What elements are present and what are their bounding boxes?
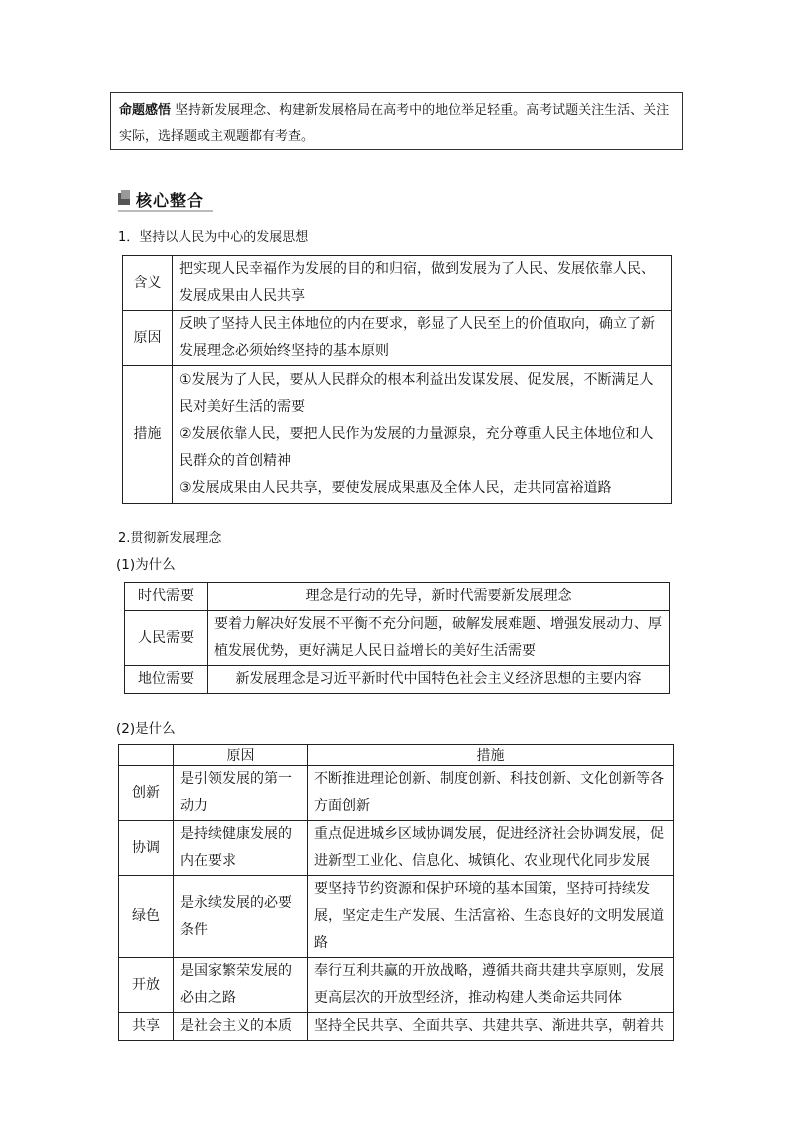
table-row xyxy=(125,666,670,694)
concept-name: 共享 xyxy=(119,1013,174,1041)
concept-measure: 不断推进理论创新、制度创新、科技创新、文化创新等各方面创新 xyxy=(308,766,674,821)
intro-text: 坚持新发展理念、构建新发展格局在高考中的地位举足轻重。高考试题关注生活、关注实际，选择题或主观题都有考查。 xyxy=(119,103,670,144)
intro-box xyxy=(110,92,683,150)
header-cell: 措施 xyxy=(308,745,674,766)
concept-name: 协调 xyxy=(119,821,174,876)
intro-lead: 命题感悟 xyxy=(119,103,172,118)
concept-reason: 是永续发展的必要条件 xyxy=(174,876,308,958)
section-header xyxy=(118,187,204,211)
part2-heading: 2.贯彻新发展理念 xyxy=(118,531,222,546)
concept-measure: 要坚持节约资源和保护环境的基本国策，坚持可持续发展，坚定走生产发展、生活富裕、生态良好的文明发展道路 xyxy=(308,876,674,958)
concept-name: 开放 xyxy=(119,958,174,1013)
section-underline xyxy=(118,210,213,212)
measure-line: ①发展为了人民，要从人民群众的根本利益出发谋发展、促发展，不断满足人民对美好生活的需要 xyxy=(179,372,654,415)
row-label: 人民需要 xyxy=(125,611,208,666)
section-marker-icon xyxy=(118,193,130,205)
concept-measure: 重点促进城乡区域协调发展，促进经济社会协调发展，促进新型工业化、信息化、城镇化、农业现代化同步发展 xyxy=(308,821,674,876)
concept-reason: 是持续健康发展的内在要求 xyxy=(174,821,308,876)
what-label: (2)是什么 xyxy=(116,721,176,737)
table-row xyxy=(123,366,672,504)
row-text xyxy=(173,366,672,504)
table-row xyxy=(119,958,674,1013)
row-text: 新发展理念是习近平新时代中国特色社会主义经济思想的主要内容 xyxy=(208,666,670,694)
section-title: 核心整合 xyxy=(136,190,205,210)
row-label: 措施 xyxy=(123,366,173,504)
concept-name: 创新 xyxy=(119,766,174,821)
row-label: 时代需要 xyxy=(125,583,208,611)
table-row xyxy=(123,311,672,366)
measure-line: ②发展依靠人民，要把人民作为发展的力量源泉，充分尊重人民主体地位和人民群众的首创精神 xyxy=(179,426,654,469)
part1-heading: 1．坚持以人民为中心的发展思想 xyxy=(118,230,309,245)
table-row xyxy=(125,611,670,666)
table-row xyxy=(119,876,674,958)
table-row xyxy=(125,583,670,611)
why-label: (1)为什么 xyxy=(116,557,176,573)
row-label: 原因 xyxy=(123,311,173,366)
concept-reason: 是社会主义的本质 xyxy=(174,1013,308,1041)
table-header-row xyxy=(119,745,674,766)
table-row xyxy=(119,821,674,876)
row-text: 要着力解决好发展不平衡不充分问题，破解发展难题、增强发展动力、厚植发展优势，更好满足人民日益增长的美好生活需要 xyxy=(208,611,670,666)
header-cell xyxy=(119,745,174,766)
concepts-table xyxy=(118,744,674,1041)
header-cell: 原因 xyxy=(174,745,308,766)
concept-reason: 是国家繁荣发展的必由之路 xyxy=(174,958,308,1013)
row-text: 反映了坚持人民主体地位的内在要求，彰显了人民至上的价值取向，确立了新发展理念必须始终坚持的基本原则 xyxy=(173,311,672,366)
concept-measure: 奉行互利共赢的开放战略，遵循共商共建共享原则，发展更高层次的开放型经济，推动构建人类命运共同体 xyxy=(308,958,674,1013)
measure-line: ③发展成果由人民共享，要使发展成果惠及全体人民，走共同富裕道路 xyxy=(179,480,612,496)
row-text: 理念是行动的先导，新时代需要新发展理念 xyxy=(208,583,670,611)
row-label: 含义 xyxy=(123,256,173,311)
row-label: 地位需要 xyxy=(125,666,208,694)
table-row xyxy=(123,256,672,311)
concept-name: 绿色 xyxy=(119,876,174,958)
table-row xyxy=(119,766,674,821)
why-table xyxy=(124,582,670,694)
concept-reason: 是引领发展的第一动力 xyxy=(174,766,308,821)
people-centered-table xyxy=(122,255,672,504)
table-row xyxy=(119,1013,674,1041)
row-text: 把实现人民幸福作为发展的目的和归宿，做到发展为了人民、发展依靠人民、发展成果由人民共享 xyxy=(173,256,672,311)
concept-measure: 坚持全民共享、全面共享、共建共享、渐进共享，朝着共 xyxy=(308,1013,674,1041)
